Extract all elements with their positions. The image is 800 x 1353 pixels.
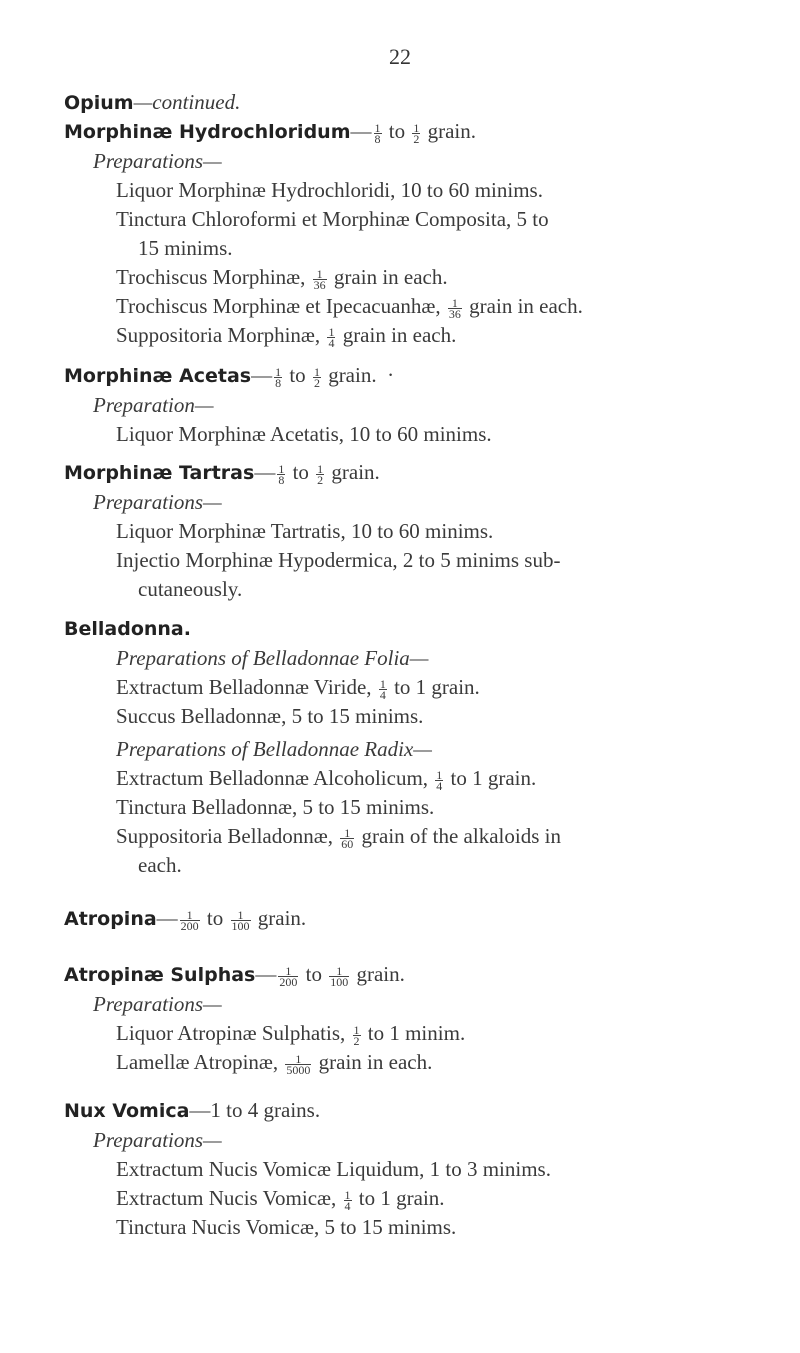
preparation-item: Succus Belladonnæ, 5 to 15 minims. — [116, 704, 424, 728]
preparation-item: Extractum Belladonnæ Alcoholicum, $\frac{1}{4}$ to 1 grain. — [116, 766, 537, 793]
morphinae-hydrochloridum-section — [64, 117, 764, 350]
stray-mark: · — [387, 363, 395, 387]
dose-fraction: $\frac{1}{100}$ — [231, 907, 250, 933]
atropinae-sulphas-section: Atropinæ Sulphas— $\frac{1}{200}$ to $\frac{1}{100}$ grain. Preparations— Liquor Atropinæ Sulphatis, $\frac{1}{2}$ to 1 minim. Lamellæ Atropinæ, $\frac{1}{5000}$ grain in each. — [64, 960, 764, 1077]
preparation-item: Extractum Nucis Vomicæ, $\frac{1}{4}$ to 1 grain. — [116, 1186, 445, 1213]
preparation-item: Suppositoria Morphinæ, $\frac{1}{4}$ grain in each. — [116, 323, 457, 350]
preparations-label: Preparations— — [93, 1128, 222, 1152]
preparation-item: Liquor Morphinæ Hydrochloridi, 10 to 60 minims. — [116, 178, 543, 202]
preparation-item: Trochiscus Morphinæ, $\frac{1}{36}$ grain in each. — [116, 265, 448, 292]
dose-fraction: $\frac{1}{2}$ — [353, 1022, 360, 1048]
dose-fraction: $\frac{1}{8}$ — [374, 120, 381, 146]
dose-fraction: $\frac{1}{36}$ — [448, 295, 461, 321]
preparations-label: Preparations— — [93, 490, 222, 514]
dose-fraction: $\frac{1}{4}$ — [344, 1187, 351, 1213]
preparation-item: Extractum Nucis Vomicæ Liquidum, 1 to 3 minims. — [116, 1157, 551, 1181]
folia-preparations-label: Preparations of Belladonnae Folia— — [116, 646, 429, 670]
dose-fraction: $\frac{1}{2}$ — [317, 461, 324, 487]
preparation-item: Liquor Atropinæ Sulphatis, $\frac{1}{2}$ to 1 minim. — [116, 1021, 466, 1048]
preparation-item: Tinctura Belladonnæ, 5 to 15 minims. — [116, 795, 435, 819]
dose-fraction: $\frac{1}{5000}$ — [286, 1051, 311, 1077]
preparation-label: Preparation— — [93, 393, 214, 417]
dose-fraction: $\frac{1}{4}$ — [328, 324, 335, 350]
nux-vomica-title: Nux Vomica — [64, 1100, 190, 1122]
preparation-item: Suppositoria Belladonnæ, $\frac{1}{60}$ grain of the alkaloids in — [116, 824, 561, 851]
belladonna-section — [64, 614, 764, 880]
dose-fraction: $\frac{1}{4}$ — [436, 767, 443, 793]
preparation-item: Tinctura Nucis Vomicæ, 5 to 15 minims. — [116, 1215, 457, 1239]
morphinae-acetas-title: Morphinæ Acetas — [64, 365, 252, 387]
opium-continued: —continued. — [133, 90, 241, 114]
preparation-item: Lamellæ Atropinæ, $\frac{1}{5000}$ grain in each. — [116, 1050, 433, 1077]
page-number: 22 — [389, 44, 411, 69]
preparation-item-continued: 15 minims. — [138, 236, 233, 260]
opium-heading-block — [64, 88, 764, 118]
morphinae-hydrochloridum-title: Morphinæ Hydrochloridum — [64, 121, 351, 143]
dose-fraction: $\frac{1}{8}$ — [278, 461, 285, 487]
opium-title: Opium — [64, 92, 134, 114]
dose-fraction: $\frac{1}{100}$ — [330, 963, 349, 989]
preparation-item: Injectio Morphinæ Hypodermica, 2 to 5 minims sub- — [116, 548, 561, 572]
morphinae-tartras-title: Morphinæ Tartras — [64, 462, 255, 484]
belladonna-title: Belladonna. — [64, 618, 191, 640]
preparation-item-continued: cutaneously. — [138, 577, 243, 601]
preparation-item-continued: each. — [138, 853, 182, 877]
dose-fraction: $\frac{1}{60}$ — [341, 825, 354, 851]
dose-fraction: $\frac{1}{8}$ — [275, 364, 282, 390]
nux-vomica-section — [64, 1096, 764, 1242]
preparation-item: Liquor Morphinæ Tartratis, 10 to 60 minims. — [116, 519, 494, 543]
preparation-item: Tinctura Chloroformi et Morphinæ Composita, 5 to — [116, 207, 549, 231]
dose-fraction: $\frac{1}{4}$ — [379, 676, 386, 702]
preparation-item: Extractum Belladonnæ Viride, $\frac{1}{4}$ to 1 grain. — [116, 675, 480, 702]
atropinae-sulphas-title: Atropinæ Sulphas — [64, 964, 256, 986]
morphinae-tartras-section: Morphinæ Tartras— $\frac{1}{8}$ to $\frac{1}{2}$ grain. Preparations— Liquor Morphinæ Tartratis, 10 to 60 minims. Injectio Morphinæ Hypodermica, 2 to 5 minims sub- cutaneously. — [64, 458, 764, 604]
preparation-item: Liquor Morphinæ Acetatis, 10 to 60 minims. — [116, 422, 492, 446]
dose-fraction: $\frac{1}{200}$ — [279, 963, 298, 989]
dose-fraction: $\frac{1}{200}$ — [180, 907, 199, 933]
dose-fraction: $\frac{1}{36}$ — [313, 266, 326, 292]
morphinae-acetas-section: Morphinæ Acetas— $\frac{1}{8}$ to $\frac{1}{2}$ grain. · Preparation— Liquor Morphinæ Acetatis, 10 to 60 minims. — [64, 361, 764, 449]
preparation-item: Trochiscus Morphinæ et Ipecacuanhæ, $\frac{1}{36}$ grain in each. — [116, 294, 583, 321]
dose-to: to — [388, 119, 406, 143]
preparations-label: Preparations— — [93, 992, 222, 1016]
radix-preparations-label: Preparations of Belladonnae Radix— — [116, 737, 432, 761]
dose-dash: — — [350, 119, 372, 143]
atropina-section: Atropina— $\frac{1}{200}$ to $\frac{1}{100}$ grain. — [64, 906, 307, 933]
dose-unit: grain. — [427, 119, 476, 143]
atropina-title: Atropina — [64, 908, 157, 930]
preparations-label: Preparations— — [93, 149, 222, 173]
dose-text: —1 to 4 grains. — [189, 1098, 321, 1122]
dose-fraction: $\frac{1}{2}$ — [413, 120, 420, 146]
dose-fraction: $\frac{1}{2}$ — [313, 364, 320, 390]
